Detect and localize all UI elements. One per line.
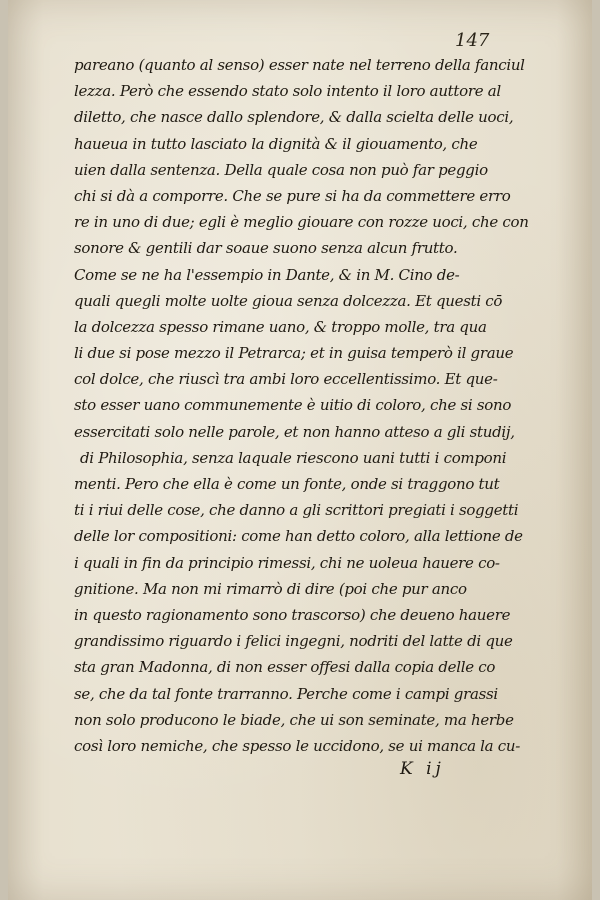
body-text [74,52,534,759]
text-line: ti i riui delle cose, che danno a gli scrittori pregiati i soggetti [74,501,519,520]
text-line: di Philosophia, senza laquale riescono uani tutti i componi [80,448,507,467]
text-line: chi si dà a comporre. Che se pure si ha da commettere erro [74,186,511,205]
text-line: così loro nemiche, che spesso le uccidono, se ui manca la cu- [74,736,521,755]
text-line: menti. Pero che ella è come un fonte, onde si traggono tut [74,475,500,493]
text-line: delle lor compositioni: come han detto coloro, alla lettione de [74,527,523,546]
text-line: diletto, che nasce dallo splendore, & dalla scielta delle uoci, [74,108,514,127]
book-page [8,0,592,900]
text-line: uien dalla sentenza. Della quale cosa non può far peggio [74,160,488,179]
text-line: col dolce, che riuscì tra ambi loro eccellentissimo. Et que- [74,370,498,389]
text-line: sonore & gentili dar soaue suono senza alcun frutto. [74,239,458,258]
text-line: non solo producono le biade, che ui son seminate, ma herbe [74,710,514,729]
text-line: re in uno di due; egli è meglio giouare con rozze uoci, che con [74,213,529,232]
text-line: haueua in tutto lasciato la dignità & il giouamento, che [74,134,478,153]
text-line: gnitione. Ma non mi rimarrò di dire (poi che pur anco [74,579,467,598]
signature-mark: K ij [400,759,445,779]
text-line: grandissimo riguardo i felici ingegni, nodriti del latte di que [74,632,513,651]
text-line: in questo ragionamento sono trascorso) che deueno hauere [74,605,511,624]
text-line: quali quegli molte uolte gioua senza dolcezza. Et questi cō [74,291,503,310]
text-line: i quali in fin da principio rimessi, chi ne uoleua hauere co- [74,553,500,572]
page-number: 147 [455,30,490,51]
text-line: pareano (quanto al senso) esser nate nel terreno della fanciul [74,56,525,74]
text-line: sto esser uano communemente è uitio di coloro, che si sono [74,396,512,415]
text-line: li due si pose mezzo il Petrarca; et in guisa temperò il graue [74,344,514,363]
text-line: essercitati solo nelle parole, et non hanno atteso a gli studij, [74,422,515,441]
text-line: Come se ne ha l'essempio in Dante, & in M. Cino de- [74,265,460,284]
text-line: la dolcezza spesso rimane uano, & troppo molle, tra qua [74,317,487,336]
text-line: se, che da tal fonte trarranno. Perche come i campi grassi [74,684,498,703]
text-line: lezza. Però che essendo stato solo intento il loro auttore al [74,82,501,101]
text-line: sta gran Madonna, di non esser offesi dalla copia delle co [74,658,496,677]
